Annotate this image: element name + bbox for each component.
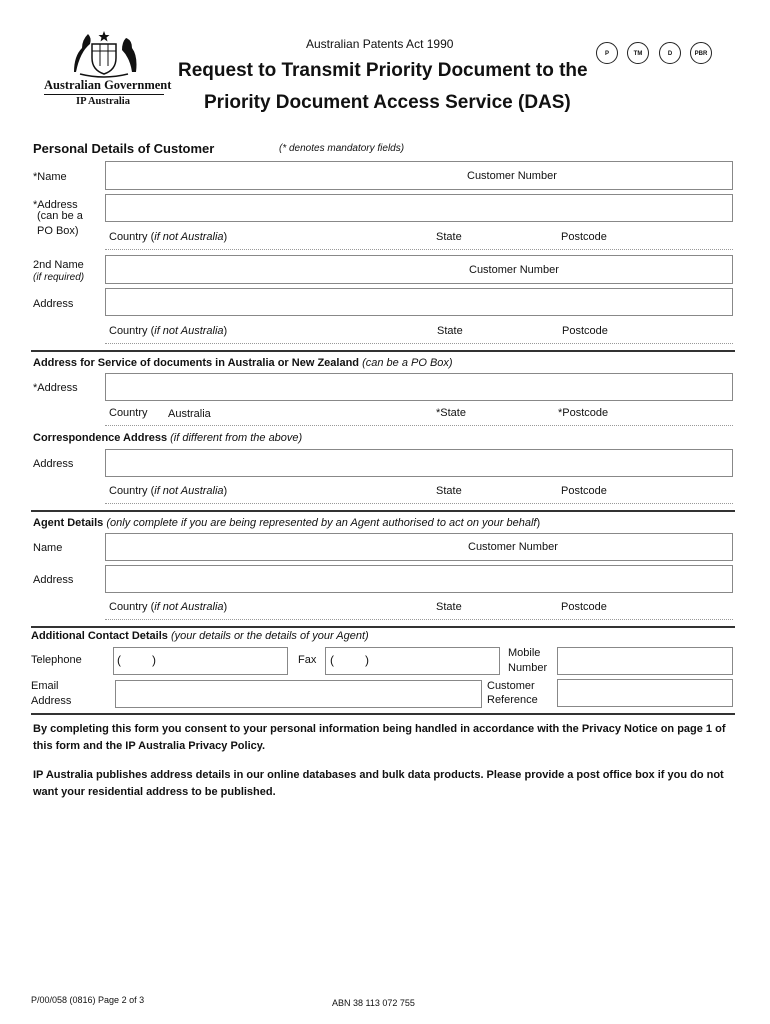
correspondence-country-label: Country (if not Australia) — [109, 485, 228, 497]
logo-government-text: Australian Government — [44, 78, 172, 92]
telephone-paren-open: ( — [117, 653, 121, 667]
section-divider — [31, 510, 735, 512]
service-heading: Address for Service of documents in Australia or New Zealand (can be a PO Box) — [33, 357, 453, 369]
service-address-label: *Address — [33, 382, 78, 394]
form-code: P/00/058 (0816) Page 2 of 3 — [31, 995, 145, 1005]
second-customer-number-label: Customer Number — [469, 264, 559, 276]
service-state-label: *State — [436, 407, 466, 419]
badge-patent-icon: P — [596, 42, 618, 64]
address-label-line2: (can be a — [37, 210, 83, 222]
agent-name-field[interactable] — [105, 533, 733, 561]
service-underline — [105, 425, 733, 426]
customer-reference-label-line1: Customer — [487, 680, 535, 692]
address-label-line1: *Address — [33, 199, 78, 211]
name-label: *Name — [33, 171, 67, 183]
correspondence-address-label: Address — [33, 458, 74, 470]
fax-field[interactable] — [325, 647, 500, 675]
email-label-line1: Email — [31, 680, 59, 692]
service-country-label: Country — [109, 407, 148, 419]
form-title-line2: Priority Document Access Service (DAS) — [204, 92, 571, 113]
abn: ABN 38 113 072 755 — [332, 998, 415, 1008]
agent-address-field[interactable] — [105, 565, 733, 593]
address-field[interactable] — [105, 194, 733, 222]
agent-postcode-label: Postcode — [561, 601, 607, 613]
second-address-label: Address — [33, 298, 74, 310]
agent-name-label: Name — [33, 542, 63, 554]
state-label: State — [436, 231, 462, 243]
section-divider — [31, 713, 735, 715]
second-name-label: 2nd Name — [33, 259, 84, 271]
agent-heading: Agent Details (only complete if you are being represented by an Agent authorised to act on your behalf) — [33, 517, 541, 529]
telephone-field[interactable] — [113, 647, 288, 675]
email-field[interactable] — [115, 680, 482, 708]
telephone-label: Telephone — [31, 654, 82, 666]
fax-paren-close: ) — [365, 653, 369, 667]
service-address-field[interactable] — [105, 373, 733, 401]
mandatory-note: (* denotes mandatory fields) — [279, 143, 405, 154]
section-divider — [31, 626, 735, 628]
section-divider — [31, 350, 735, 352]
coat-of-arms-icon — [42, 28, 167, 80]
address-underline — [105, 249, 733, 250]
agent-address-label: Address — [33, 574, 74, 586]
customer-number-label: Customer Number — [467, 170, 557, 182]
customer-reference-field[interactable] — [557, 679, 733, 707]
logo-agency-text: IP Australia — [76, 96, 130, 107]
mobile-field[interactable] — [557, 647, 733, 675]
postcode-label: Postcode — [561, 231, 607, 243]
second-country-label: Country (if not Australia) — [109, 325, 228, 337]
fax-paren-open: ( — [330, 653, 334, 667]
second-address-underline — [105, 343, 733, 344]
contact-heading: Additional Contact Details (your details or the details of your Agent) — [31, 630, 369, 642]
badge-pbr-icon: PBR — [690, 42, 712, 64]
address-publication-notice: IP Australia publishes address details in our online databases and bulk data products. Please provide a post office box if you do not want your residential address to be published. — [33, 769, 724, 798]
agent-customer-number-label: Customer Number — [468, 541, 558, 553]
correspondence-underline — [105, 503, 733, 504]
telephone-paren-close: ) — [152, 653, 156, 667]
second-name-note: (if required) — [33, 272, 85, 283]
mobile-label-line2: Number — [508, 662, 548, 674]
badge-design-icon: D — [659, 42, 681, 64]
agent-country-label: Country (if not Australia) — [109, 601, 228, 613]
mobile-label-line1: Mobile — [508, 647, 541, 659]
agent-underline — [105, 619, 733, 620]
email-label-line2: Address — [31, 695, 72, 707]
second-address-field[interactable] — [105, 288, 733, 316]
name-field[interactable] — [105, 161, 733, 190]
correspondence-heading: Correspondence Address (if different from the above) — [33, 432, 303, 444]
country-label: Country (if not Australia) — [109, 231, 228, 243]
australian-government-logo — [42, 28, 172, 110]
service-postcode-label: *Postcode — [558, 407, 609, 419]
correspondence-state-label: State — [436, 485, 462, 497]
service-country-value: Australia — [168, 408, 211, 420]
fax-label: Fax — [298, 654, 317, 666]
correspondence-postcode-label: Postcode — [561, 485, 607, 497]
personal-heading: Personal Details of Customer — [33, 141, 215, 156]
form-title-line1: Request to Transmit Priority Document to the — [178, 60, 588, 81]
correspondence-address-field[interactable] — [105, 449, 733, 477]
second-postcode-label: Postcode — [562, 325, 608, 337]
logo-divider — [44, 94, 164, 95]
act-title: Australian Patents Act 1990 — [306, 37, 454, 51]
customer-reference-label-line2: Reference — [487, 694, 538, 706]
agent-state-label: State — [436, 601, 462, 613]
second-state-label: State — [437, 325, 463, 337]
privacy-consent-text: By completing this form you consent to your personal information being handled in accordance with the Privacy Notice on page 1 of this form and the IP Australia Privacy Policy. — [33, 723, 726, 752]
second-name-field[interactable] — [105, 255, 733, 284]
badge-trademark-icon: TM — [627, 42, 649, 64]
address-label-line3: PO Box) — [37, 225, 79, 237]
